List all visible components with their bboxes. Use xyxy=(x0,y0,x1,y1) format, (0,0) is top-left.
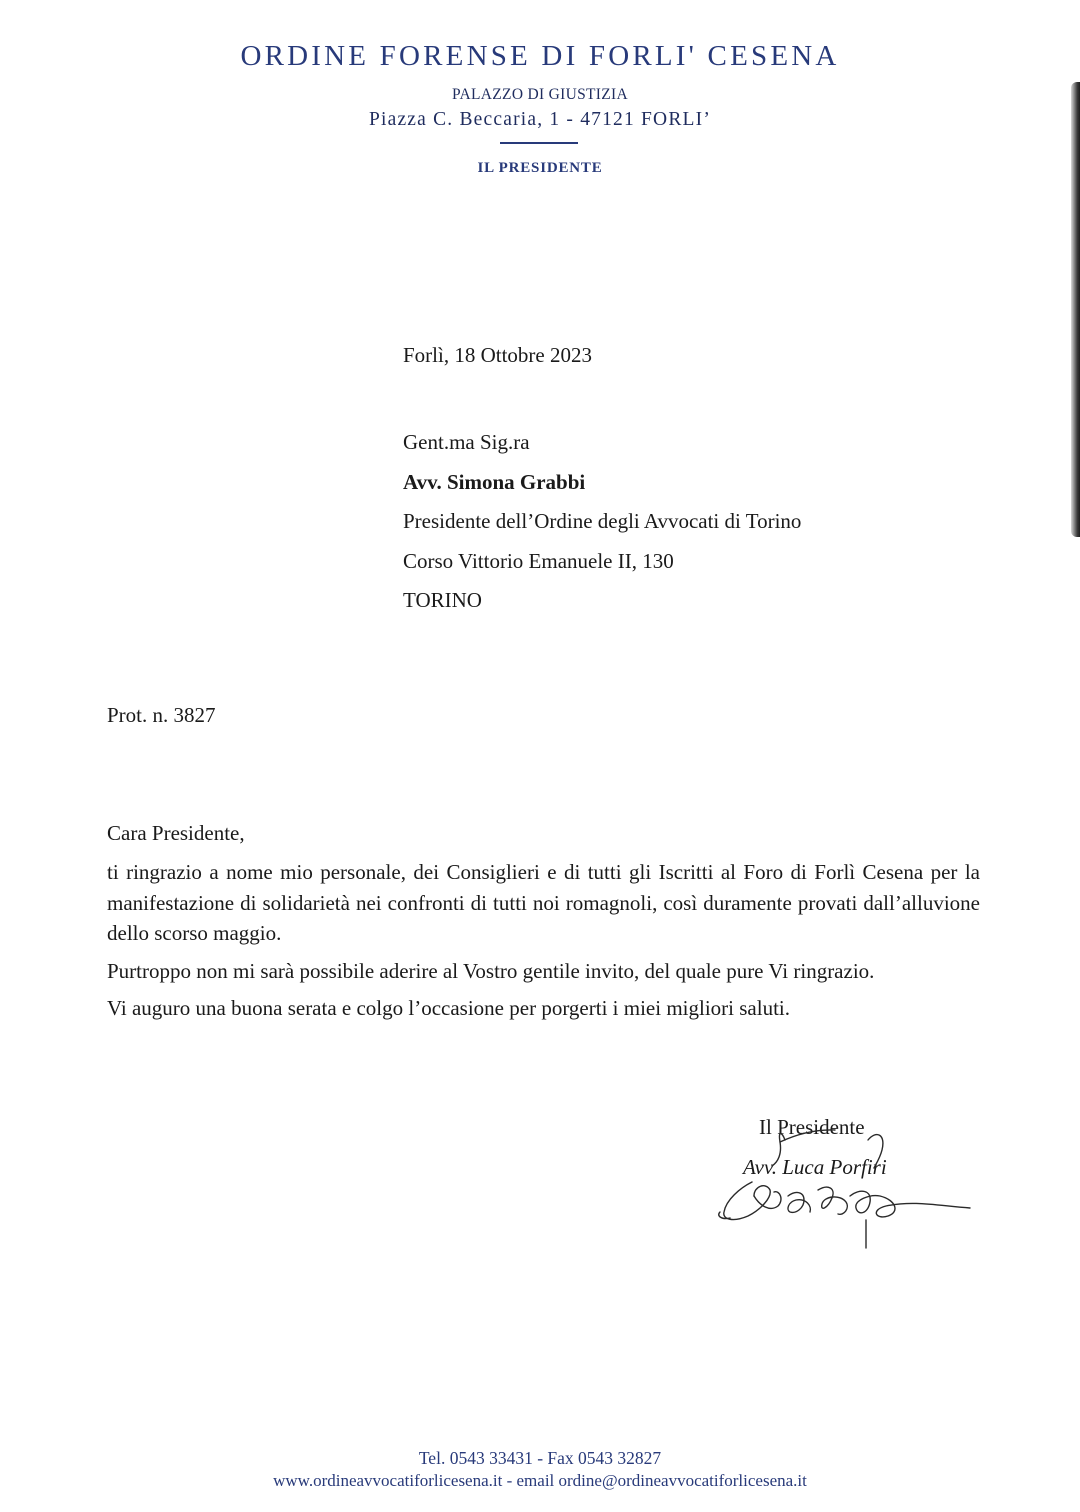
body-paragraph-2: Purtroppo non mi sarà possibile aderire al Vostro gentile invito, del quale pure Vi ringrazio. xyxy=(107,958,875,983)
body-paragraph-3: Vi auguro una buona serata e colgo l’occasione per porgerti i miei migliori saluti. xyxy=(107,996,790,1020)
letterhead-address: Piazza C. Beccaria, 1 - 47121 FORLI’ xyxy=(368,109,712,130)
recipient-street: Corso Vittorio Emanuele II, 130 xyxy=(403,548,674,573)
letter-date: Forlì, 18 Ottobre 2023 xyxy=(403,343,592,367)
recipient-address-block xyxy=(403,423,801,621)
recipient-salutation: Gent.ma Sig.ra xyxy=(403,430,530,454)
footer-contacts: Tel. 0543 33431 - Fax 0543 32827 xyxy=(418,1448,662,1468)
scanner-edge-shadow xyxy=(1071,82,1080,537)
footer-web-email: www.ordineavvocatiforlicesena.it - email ordine@ordineavvocatiforlicesena.it xyxy=(273,1471,807,1490)
letterhead-divider xyxy=(500,142,578,144)
protocol-number: Prot. n. 3827 xyxy=(107,703,216,727)
body-paragraph-1: ti ringrazio a nome mio personale, dei Consiglieri e di tutti gli Iscritti al Foro di Forlì Cesena per la manifestazione di solidarietà nei confronti di tutti noi romagnoli, così duramente provati dall’alluvione dello scorso maggio. xyxy=(107,860,980,945)
signatory-title: Il Presidente xyxy=(759,1115,865,1139)
letterhead-palazzo: PALAZZO DI GIUSTIZIA xyxy=(452,86,628,103)
letter-body xyxy=(107,857,980,1031)
letterhead-office: IL PRESIDENTE xyxy=(477,160,603,176)
recipient-name: Avv. Simona Grabbi xyxy=(403,469,586,494)
letterhead-title: ORDINE FORENSE DI FORLI' CESENA xyxy=(240,40,840,72)
recipient-role: Presidente dell’Ordine degli Avvocati di Torino xyxy=(403,509,802,533)
greeting: Cara Presidente, xyxy=(107,821,245,845)
signatory-name: Avv. Luca Porfiri xyxy=(743,1155,887,1179)
recipient-city: TORINO xyxy=(403,588,482,612)
handwritten-signature xyxy=(700,1120,990,1250)
